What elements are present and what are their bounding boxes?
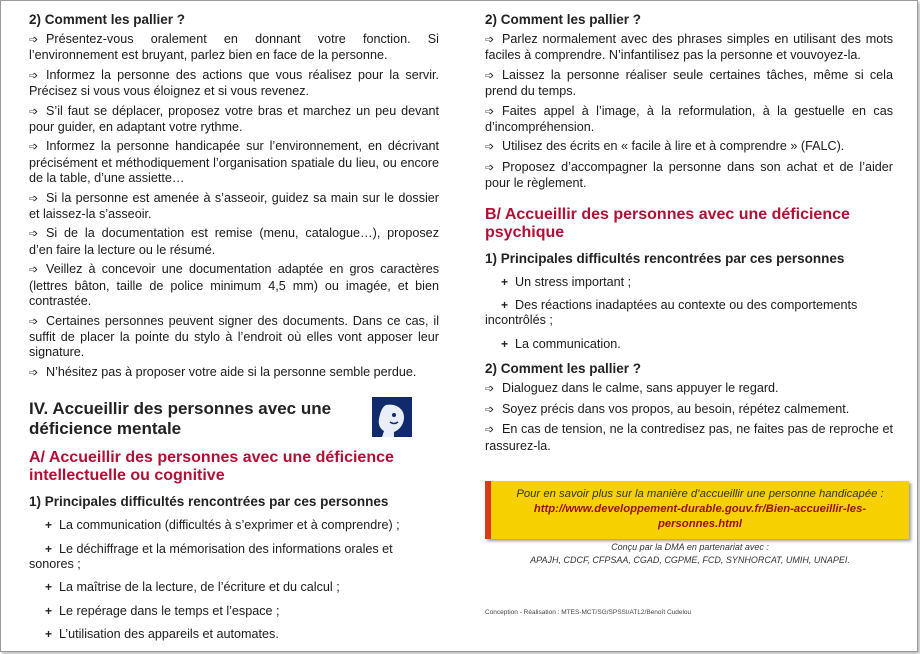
left-s2-heading: 2) Comment les pallier ? xyxy=(29,12,186,27)
section-iv-heading xyxy=(29,399,369,439)
list-item: + La communication. xyxy=(501,336,621,351)
right-s2-list xyxy=(485,32,893,192)
list-item: + Le repérage dans le temps et l’espace ; xyxy=(45,603,280,618)
list-item: ➩ Veillez à concevoir une documentation adaptée en gros caractères (lettres bâton, taille de police minimum 4,5 mm) ou imagée, et bien contrastée. xyxy=(29,262,439,309)
section-b-heading xyxy=(485,206,893,242)
list-item: ➩ Proposez d’accompagner la personne dans son achat et de l’aider pour le règlement. xyxy=(485,159,893,191)
arrow-bullet-icon: ➩ xyxy=(485,34,495,46)
list-item: + La communication (difficultés à s’exprimer et à comprendre) ; xyxy=(45,518,400,533)
arrow-bullet-icon: ➩ xyxy=(29,315,39,328)
list-item: ➩ Soyez précis dans vos propos, au besoin, répétez calmement. xyxy=(485,402,893,418)
list-item: ➩ Utilisez des écrits en « facile à lire et à comprendre » (FALC). xyxy=(485,139,893,155)
list-item: ➩ Faites appel à l’image, à la reformulation, à la gestuelle en cas d’incompréhension. xyxy=(485,103,893,135)
arrow-bullet-icon: ➩ xyxy=(29,264,39,277)
section-b-title: B/ Accueillir des personnes avec une déficience psychique xyxy=(485,205,850,241)
plus-bullet-icon: + xyxy=(501,298,509,313)
left-s2-list xyxy=(29,32,439,381)
list-item: ➩ Informez la personne des actions que vous réalisez pour la servir. Précisez si vous vous éloignez et si vous revenez. xyxy=(29,67,439,99)
right-b-s2-list xyxy=(485,381,893,454)
arrow-bullet-icon: ➩ xyxy=(485,141,495,154)
plus-bullet-icon: + xyxy=(45,518,53,533)
right-b-s2-heading: 2) Comment les pallier ? xyxy=(485,361,642,377)
info-link[interactable]: http://www.developpement-durable.gouv.fr/Bien-accueillir-les-personnes.html xyxy=(533,503,867,530)
section-a-heading xyxy=(29,449,439,485)
arrow-bullet-icon: ➩ xyxy=(29,105,39,118)
info-text: Pour en savoir plus sur la manière d’accueillir une personne handicapée : xyxy=(516,488,884,500)
arrow-bullet-icon: ➩ xyxy=(485,105,495,118)
arrow-bullet-icon: ➩ xyxy=(29,192,39,205)
list-item: ➩ Présentez-vous oralement en donnant votre fonction. Si l’environnement est bruyant, parlez bien en face de la personne. xyxy=(29,32,439,63)
plus-bullet-icon: + xyxy=(501,336,509,351)
list-item: ➩ Informez la personne handicapée sur l’environnement, en décrivant précisément et méthodiquement l’organisation spatiale du lieu, ou encore de la table, d’une assiette… xyxy=(29,139,439,186)
right-b-s1-heading: 1) Principales difficultés rencontrées par ces personnes xyxy=(485,250,845,266)
list-item: + Un stress important ; xyxy=(501,274,632,289)
list-item: ➩ Si de la documentation est remise (menu, catalogue…), proposez d’en faire la lecture ou le résumé. xyxy=(29,226,439,257)
left-a-s1-list xyxy=(29,518,439,642)
list-item: + La maîtrise de la lecture, de l’écriture et du calcul ; xyxy=(45,580,340,595)
credits xyxy=(485,541,895,567)
arrow-bullet-icon: ➩ xyxy=(29,228,39,241)
arrow-bullet-icon: ➩ xyxy=(485,161,495,174)
footer-credit: Conception - Réalisation : MTES-MCT/SG/SPSSI/ATL2/Benoît Cudelou xyxy=(485,609,692,616)
list-item: ➩ N’hésitez pas à proposer votre aide si la personne semble perdue. xyxy=(29,365,439,381)
list-item: + Des réactions inadaptées au contexte ou des comportements incontrôlés ; xyxy=(485,298,858,328)
plus-bullet-icon: + xyxy=(45,627,53,642)
section-a-title: A/ Accueillir des personnes avec une déficience intellectuelle ou cognitive xyxy=(29,449,394,485)
list-item: + L’utilisation des appareils et automates. xyxy=(45,627,279,642)
list-item: ➩ S’il faut se déplacer, proposez votre bras et marchez un peu devant pour guider, en adaptant votre rythme. xyxy=(29,103,439,135)
arrow-bullet-icon: ➩ xyxy=(485,383,495,396)
mental-disability-pictogram-icon xyxy=(372,397,412,437)
plus-bullet-icon: + xyxy=(501,274,509,289)
plus-bullet-icon: + xyxy=(45,603,53,618)
arrow-bullet-icon: ➩ xyxy=(485,69,495,82)
arrow-bullet-icon: ➩ xyxy=(29,366,39,379)
right-b-s1-list xyxy=(485,275,893,353)
arrow-bullet-icon: ➩ xyxy=(485,403,495,416)
right-s2-heading: 2) Comment les pallier ? xyxy=(485,12,642,27)
credits-line-2: APAJH, CDCF, CFPSAA, CGAD, CGPME, FCD, SYNHORCAT, UMIH, UNAPEI. xyxy=(530,555,850,565)
info-box xyxy=(485,481,909,539)
list-item: ➩ En cas de tension, ne la contredisez pas, ne faites pas de reproche et rassurez-la. xyxy=(485,422,893,453)
list-item: ➩ Dialoguez dans le calme, sans appuyer le regard. xyxy=(485,381,893,397)
plus-bullet-icon: + xyxy=(45,541,53,556)
list-item: ➩ Si la personne est amenée à s’asseoir, guidez sa main sur le dossier et laissez-la s’asseoir. xyxy=(29,190,439,222)
list-item: ➩ Laissez la personne réaliser seule certaines tâches, même si cela prend du temps. xyxy=(485,67,893,99)
section-iv-title: IV. Accueillir des personnes avec une déficience mentale xyxy=(29,399,332,439)
left-a-s1-heading: 1) Principales difficultés rencontrées par ces personnes xyxy=(29,494,389,510)
left-column xyxy=(29,11,439,651)
plus-bullet-icon: + xyxy=(45,580,53,595)
credits-line-1: Conçu par la DMA en partenariat avec : xyxy=(611,542,769,552)
right-column xyxy=(485,11,893,616)
arrow-bullet-icon: ➩ xyxy=(29,34,39,46)
list-item: + Le déchiffrage et la mémorisation des informations orales et sonores ; xyxy=(29,541,393,571)
arrow-bullet-icon: ➩ xyxy=(29,141,39,154)
arrow-bullet-icon: ➩ xyxy=(29,69,39,82)
list-item: ➩ Parlez normalement avec des phrases simples en utilisant des mots faciles à comprendre. N’infantilisez pas la personne et vouvoyez-la. xyxy=(485,32,893,63)
list-item: ➩ Certaines personnes peuvent signer des documents. Dans ce cas, il suffit de placer la pointe du stylo à l’endroit où elles vont apposer leur signature. xyxy=(29,313,439,360)
arrow-bullet-icon: ➩ xyxy=(485,424,495,437)
